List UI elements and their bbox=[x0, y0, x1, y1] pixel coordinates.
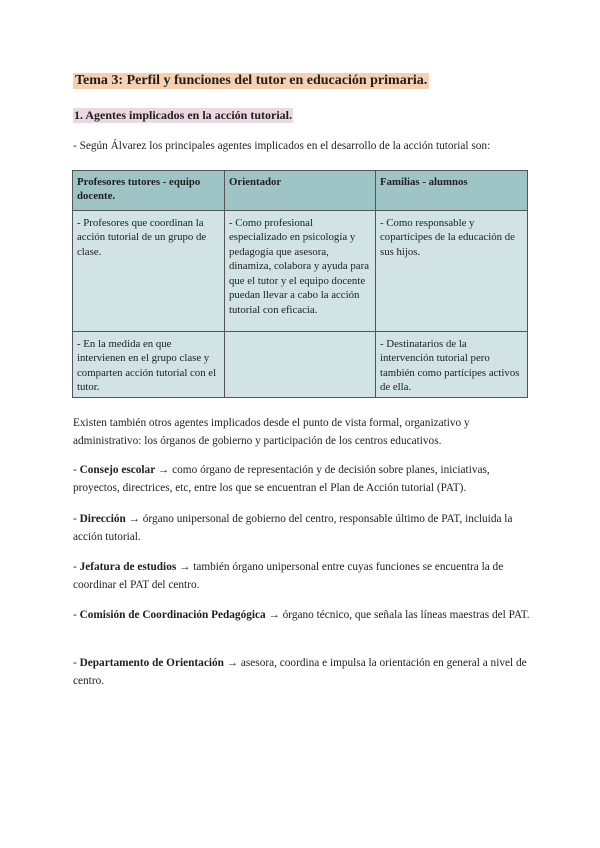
section-heading: 1. Agentes implicados en la acción tutorial. bbox=[74, 108, 292, 122]
item-term: Departamento de Orientación bbox=[79, 657, 224, 669]
header-familias: Familias - alumnos bbox=[376, 171, 528, 211]
page-title: Tema 3: Perfil y funciones del tutor en educación primaria. bbox=[75, 73, 428, 88]
table-cell: - Como responsable y copartícipes de la educación de sus hijos. bbox=[376, 211, 528, 332]
list-item bbox=[73, 462, 533, 498]
table-cell: - Destinatarios de la intervención tutorial pero también como partícipes activos de ella. bbox=[376, 332, 528, 398]
header-profesores: Profesores tutores - equipo docente. bbox=[73, 171, 225, 211]
item-description: → también órgano unipersonal entre cuyas funciones se encuentra la de coordinar el PAT del centro. bbox=[73, 561, 504, 591]
item-prefix: - bbox=[73, 561, 80, 573]
item-prefix: - bbox=[73, 464, 80, 476]
item-prefix: - bbox=[73, 513, 80, 525]
table-cell: - Como profesional especializado en psicología y pedagogía que asesora, dinamiza, colabora y ayuda para que el tutor y el equipo docente puedan llevar a cabo la acción tutorial con eficacia. bbox=[225, 211, 376, 332]
item-description: → como órgano de representación y de decisión sobre planes, iniciativas, proyectos, directrices, etc, entre los que se encuentran el Plan de Acción tutorial (PAT). bbox=[73, 464, 490, 494]
item-term: Dirección bbox=[79, 513, 126, 525]
table-row bbox=[73, 211, 528, 332]
item-term: Comisión de Coordinación Pedagógica bbox=[79, 609, 266, 621]
list-item bbox=[73, 559, 533, 595]
header-orientador: Orientador bbox=[225, 171, 376, 211]
item-description: → órgano técnico, que señala las líneas maestras del PAT. bbox=[265, 609, 530, 621]
table-header-row bbox=[73, 171, 528, 211]
other-agents-paragraph: Existen también otros agentes implicados desde el punto de vista formal, organizativo y administrativo: los órganos de gobierno y participación de los centros educativos. bbox=[73, 417, 470, 447]
item-description: → órgano unipersonal de gobierno del centro, responsable último de PAT, incluida la acción tutorial. bbox=[73, 513, 513, 543]
item-prefix: - bbox=[73, 657, 80, 669]
item-term: Jefatura de estudios bbox=[79, 561, 177, 573]
list-item bbox=[73, 511, 533, 547]
table-row bbox=[73, 332, 528, 398]
item-prefix: - bbox=[73, 609, 80, 621]
list-item bbox=[73, 607, 533, 625]
item-description: → asesora, coordina e impulsa la orientación en general a nivel de centro. bbox=[73, 657, 527, 687]
table-cell-empty bbox=[225, 332, 376, 398]
item-term: Consejo escolar bbox=[79, 464, 156, 476]
agents-table bbox=[72, 170, 528, 398]
table-cell: - Profesores que coordinan la acción tutorial de un grupo de clase. bbox=[73, 211, 225, 332]
table-cell: - En la medida en que intervienen en el grupo clase y comparten acción tutorial con el tutor. bbox=[73, 332, 225, 398]
list-item bbox=[73, 655, 533, 691]
intro-paragraph: - Según Álvarez los principales agentes implicados en el desarrollo de la acción tutorial son: bbox=[73, 140, 491, 152]
